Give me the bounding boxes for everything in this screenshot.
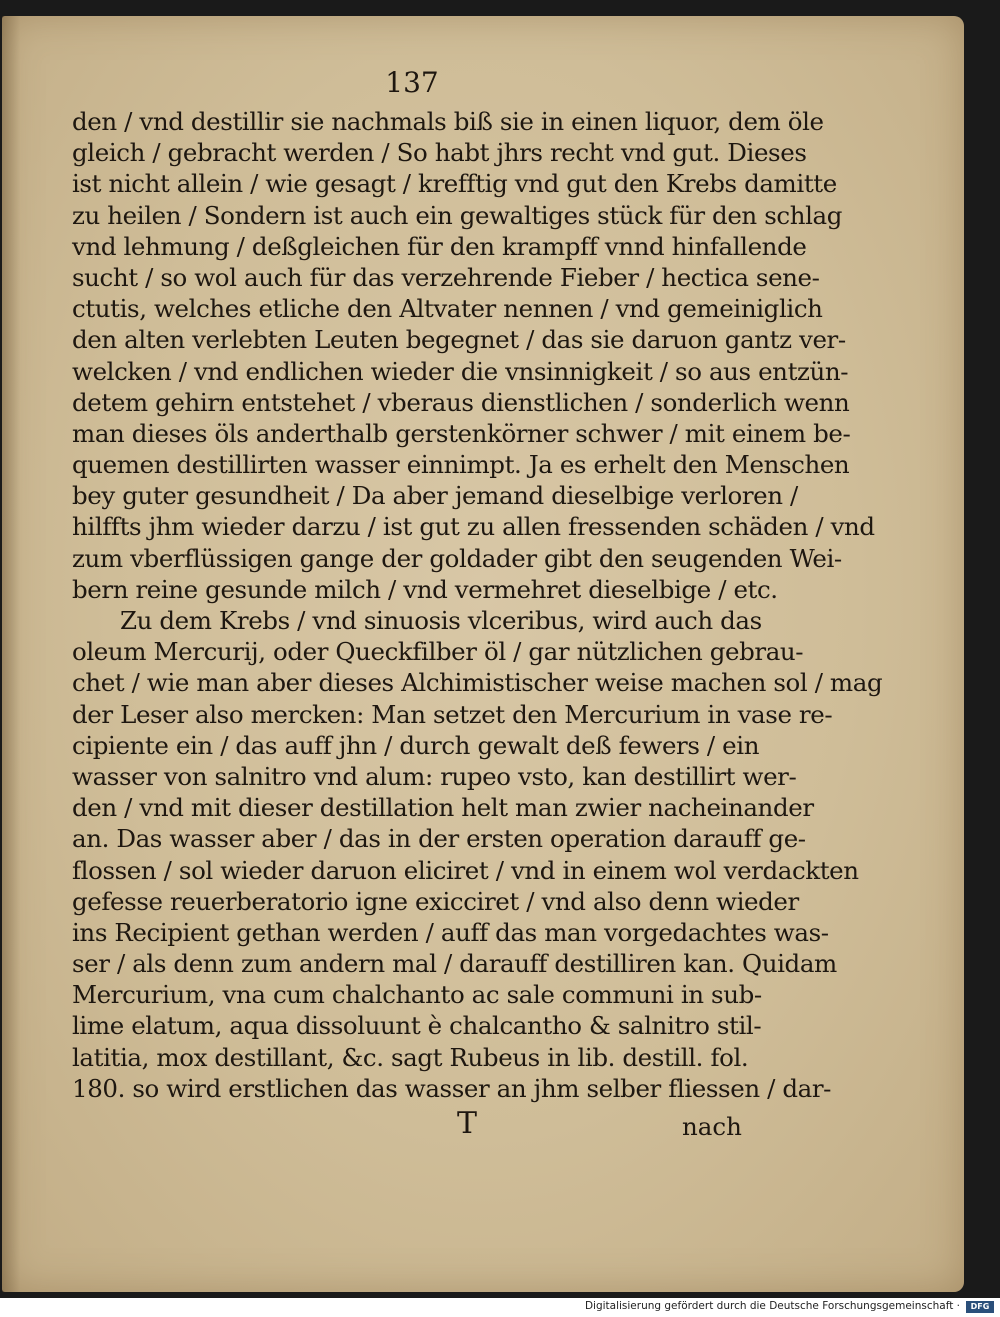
- text-line: zu heilen / Sondern ist auch ein gewaltiges stück für den schlag: [72, 200, 842, 230]
- text-line: ser / als denn zum andern mal / darauff destilliren kan. Quidam: [72, 949, 837, 979]
- text-line: zum vberflüssigen gange der goldader gibt den seugenden Wei-: [72, 543, 842, 573]
- text-line: den alten verlebten Leuten begegnet / das sie daruon gantz ver-: [72, 325, 846, 355]
- text-line: an. Das wasser aber / das in der ersten operation darauff ge-: [72, 824, 806, 854]
- text-line: quemen destillirten wasser einnimpt. Ja es erhelt den Menschen: [72, 450, 850, 480]
- text-line: gefesse reuerberatorio igne exicciret / vnd also denn wieder: [72, 886, 799, 916]
- book-page: [2, 16, 964, 1292]
- text-line: lime elatum, aqua dissoluunt è chalcantho & salnitro stil-: [72, 1011, 762, 1041]
- text-line: chet / wie man aber dieses Alchimistischer weise machen sol / mag: [72, 668, 883, 698]
- text-line: detem gehirn entstehet / vberaus dienstlichen / sonderlich wenn: [72, 387, 850, 417]
- text-line: gleich / gebracht werden / So habt jhrs recht vnd gut. Dieses: [72, 138, 807, 168]
- body-text: [72, 106, 883, 1104]
- text-line: hilffts jhm wieder darzu / ist gut zu allen fressenden schäden / vnd: [72, 512, 875, 542]
- text-line: Mercurium, vna cum chalchanto ac sale communi in sub-: [72, 980, 762, 1010]
- text-line: sucht / so wol auch für das verzehrende Fieber / hectica sene-: [72, 262, 820, 292]
- funding-credit: Digitalisierung gefördert durch die Deutsche Forschungsgemeinschaft ·: [584, 1300, 960, 1312]
- page-number: 137: [385, 66, 439, 99]
- page-gutter-shadow: [2, 16, 20, 1292]
- text-line: bey guter gesundheit / Da aber jemand dieselbige verloren /: [72, 481, 798, 511]
- text-line: ist nicht allein / wie gesagt / krefftig vnd gut den Krebs damitte: [72, 169, 837, 199]
- text-line: den / vnd destillir sie nachmals biß sie in einen liquor, dem öle: [72, 107, 824, 136]
- text-line: welcken / vnd endlichen wieder die vnsinnigkeit / so aus entzün-: [72, 356, 849, 386]
- text-line: cipiente ein / das auff jhn / durch gewalt deß fewers / ein: [72, 730, 760, 760]
- text-line: ctutis, welches etliche den Altvater nennen / vnd gemeiniglich: [72, 294, 823, 324]
- text-line: flossen / sol wieder daruon eliciret / vnd in einem wol verdackten: [72, 855, 859, 885]
- text-line: bern reine gesunde milch / vnd vermehret dieselbige / etc.: [72, 574, 778, 604]
- text-line: man dieses öls anderthalb gerstenkörner schwer / mit einem be-: [72, 418, 851, 448]
- dfg-logo: DFG: [966, 1301, 994, 1313]
- catchword: nach: [682, 1112, 742, 1141]
- text-line: wasser von salnitro vnd alum: rupeo vsto, kan destillirt wer-: [72, 761, 797, 791]
- text-line: der Leser also mercken: Man setzet den Mercurium in vase re-: [72, 699, 833, 729]
- text-line: 180. so wird erstlichen das wasser an jhm selber fliessen / dar-: [72, 1073, 832, 1103]
- text-line: den / vnd mit dieser destillation helt man zwier nacheinander: [72, 793, 814, 823]
- text-line: ins Recipient gethan werden / auff das man vorgedachtes was-: [72, 917, 829, 947]
- paragraph-start-line: Zu dem Krebs / vnd sinuosis vlceribus, wird auch das: [120, 606, 762, 635]
- text-line: oleum Mercurij, oder Queckfilber öl / gar nützlichen gebrau-: [72, 637, 804, 667]
- signature-mark: T: [456, 1106, 477, 1141]
- text-line: latitia, mox destillant, &c. sagt Rubeus in lib. destill. fol.: [72, 1042, 749, 1072]
- text-line: vnd lehmung / deßgleichen für den krampff vnnd hinfallende: [72, 231, 807, 261]
- footer-bar: [0, 1298, 1000, 1317]
